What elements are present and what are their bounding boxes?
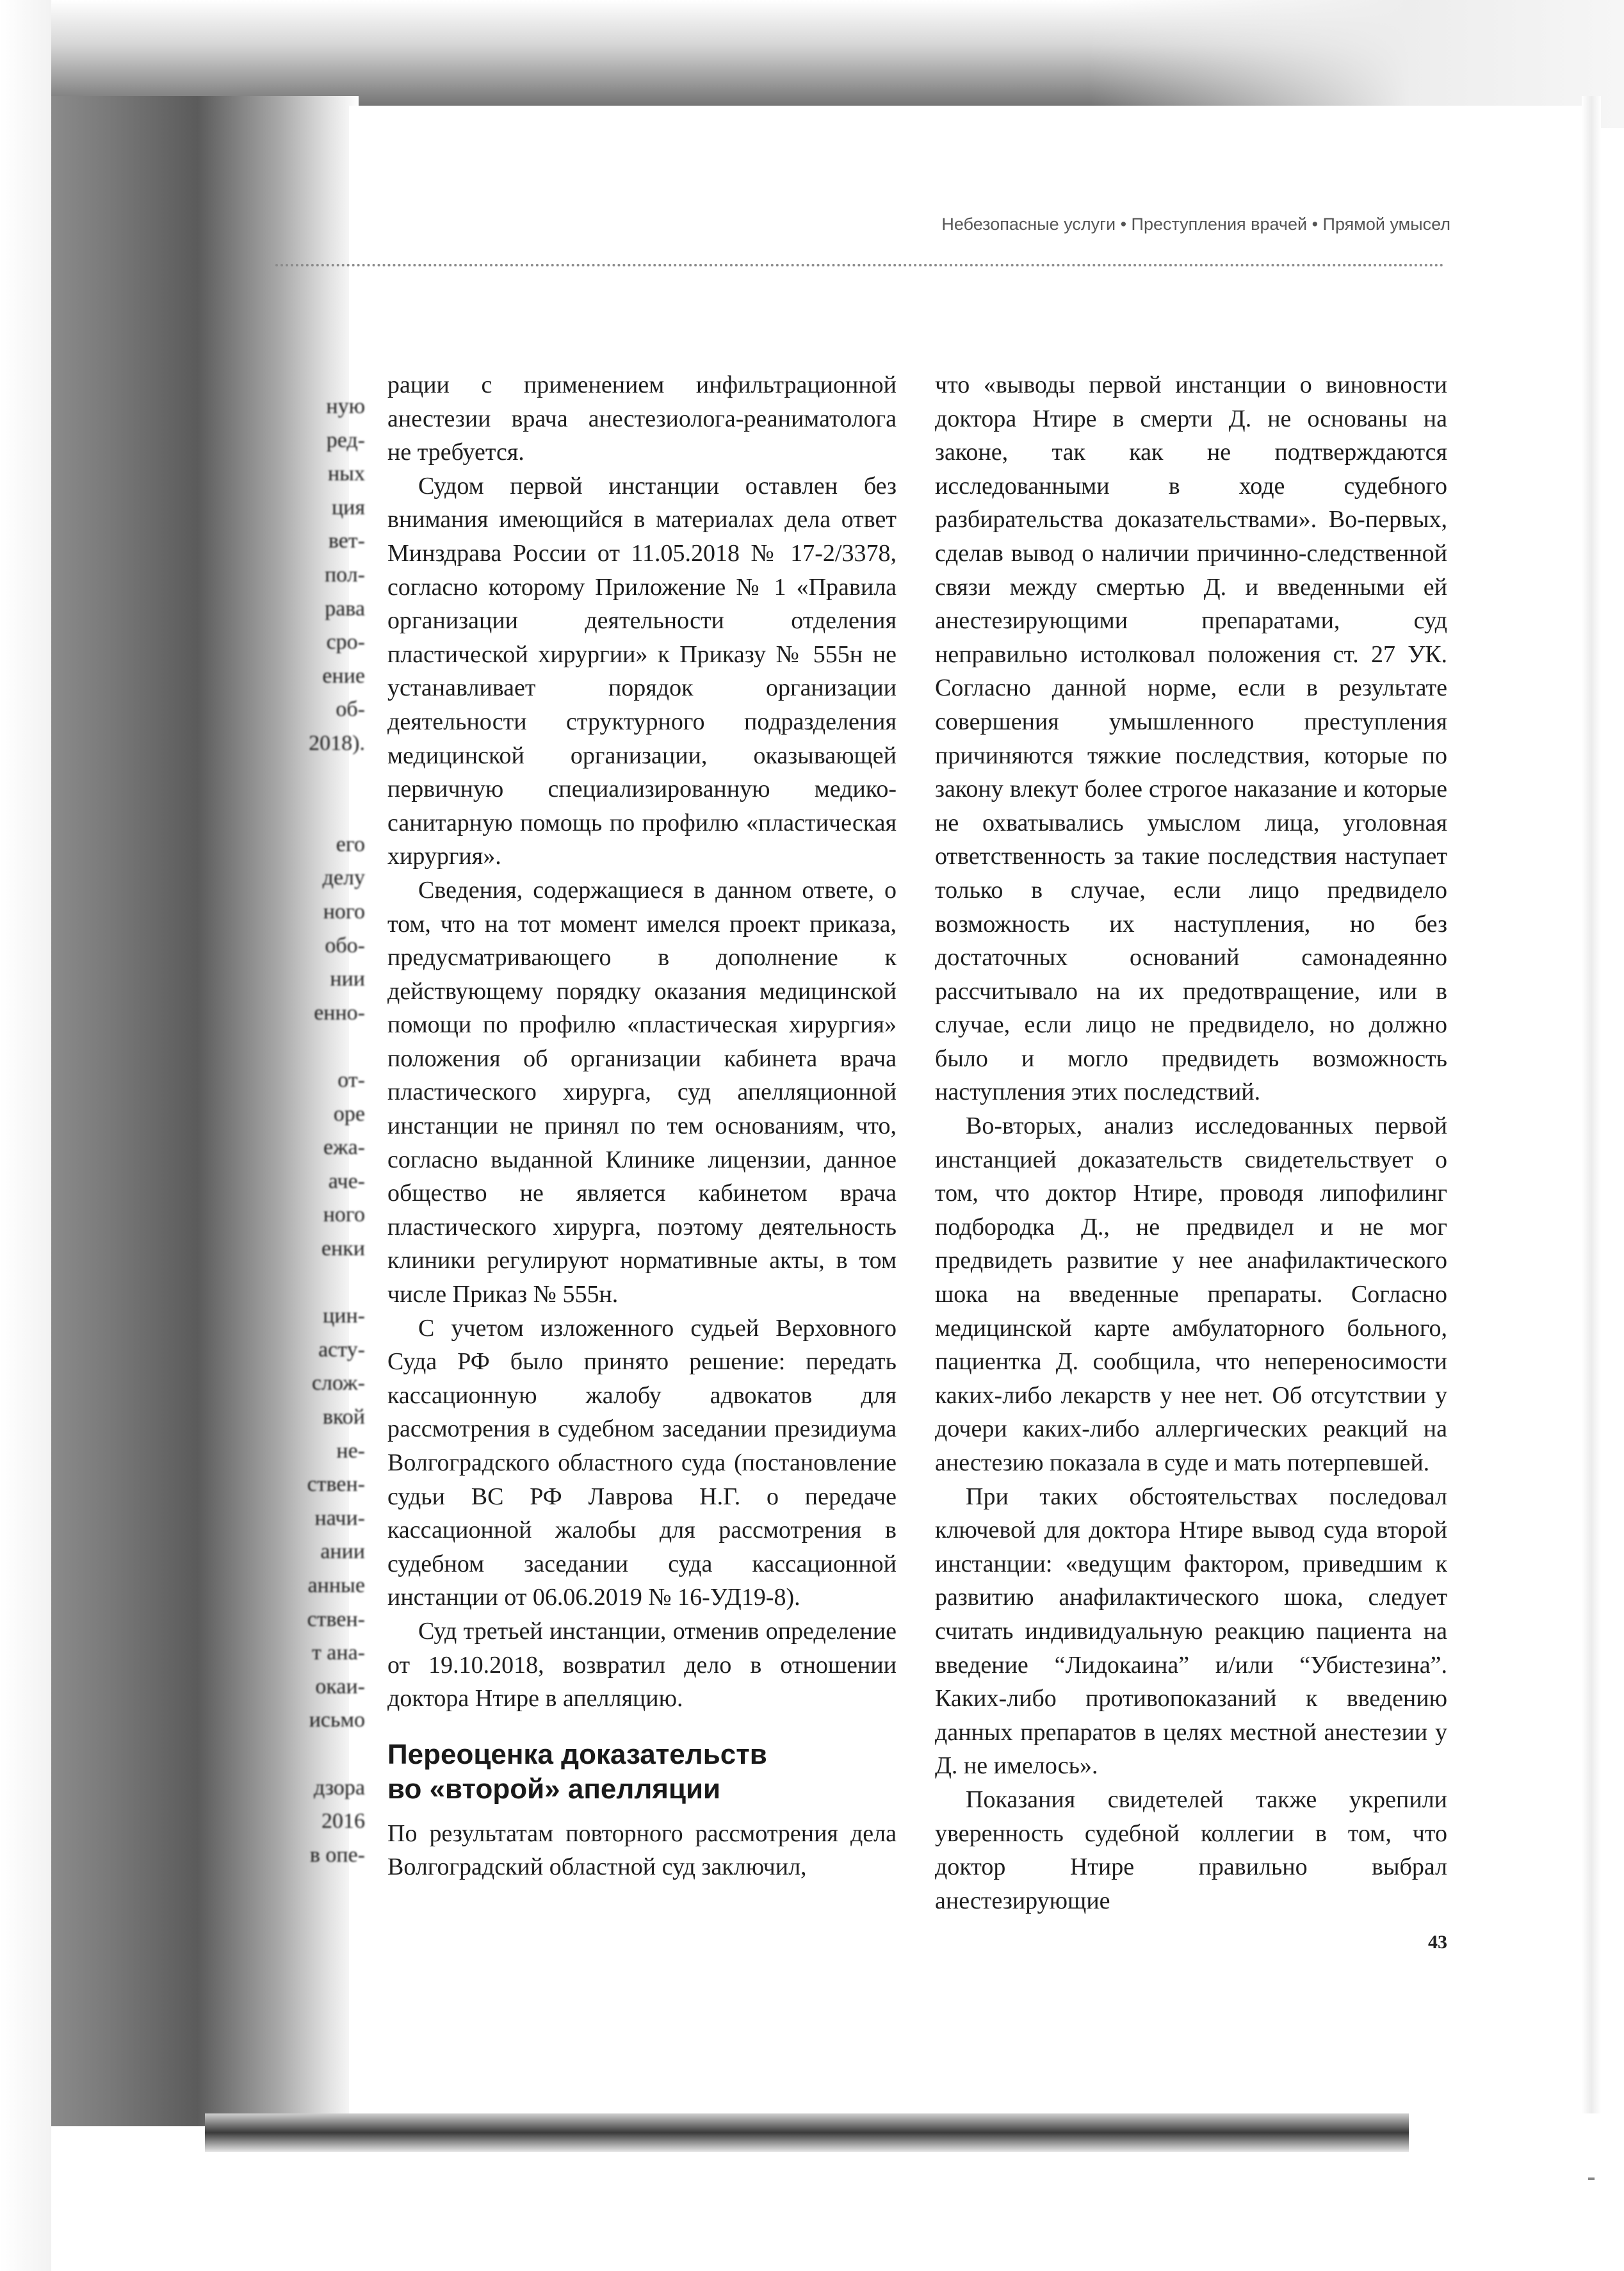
left-page-fragment: ред- (326, 428, 365, 452)
left-page-fragment: ных (327, 462, 365, 486)
left-page-fragment: аче- (328, 1169, 365, 1193)
left-page-fragment: исьмо (309, 1708, 365, 1732)
left-page-fragment: ение (322, 663, 365, 688)
left-page-fragment: пол- (324, 563, 365, 587)
left-page-fragment: асту- (318, 1337, 365, 1362)
left-page-fragment: анные (307, 1574, 365, 1597)
left-page-fragment: цин- (323, 1304, 365, 1328)
scan-shadow-right (1582, 96, 1601, 2113)
left-page-fragment: обо- (325, 933, 365, 957)
paragraph: С учетом изложенного судьей Верховного Суда РФ было принято решение: передать кассационную жалобу адвокатов для рассмотрения в судебном заседании президиума Волгоградского областного суда (постановление судьи ВС РФ Лаврова Н.Г. о передаче кассационной жалобы для рассмотрения в судебном заседании суда кассационной инстанции от 06.06.2019 № 16-УД19-8). (387, 1314, 897, 1611)
left-page-fragment: ного (323, 1203, 365, 1227)
left-page-fragment: дзора (313, 1775, 365, 1800)
right-column (935, 368, 1447, 1917)
left-page-fragment: ствен- (307, 1472, 365, 1497)
left-page-fragment: ного (323, 900, 365, 924)
header-dotted-rule (275, 264, 1444, 266)
scan-shadow-bottom (205, 2113, 1409, 2152)
paragraph: Во-вторых, анализ исследованных первой инстанцией доказательств свидетельствует о том, что доктор Нтире, проводя липофилинг подбородка Д., не предвидел и не мог предвидеть развитие у нее анафилактического шока на введенные препараты. Согласно медицинской карте амбулаторного больного, пациентка Д. сообщила, что непереносимости каких-либо лекарств у нее нет. Об отсутствии у дочери каких-либо аллергических реакций на анестезию показала в суде и мать потерпевшей. (935, 1112, 1447, 1476)
left-page-fragment: енки (321, 1237, 365, 1260)
left-page-fragment: ция (331, 495, 365, 519)
left-page-fragment: енно- (314, 1000, 365, 1025)
left-page-fragment: рава (325, 596, 365, 621)
paragraph: Показания свидетелей также укрепили уверенность судебной коллегии в том, что доктор Нтире правильно выбрал анестезирующие (935, 1786, 1447, 1914)
left-page-fragment: вкой (322, 1405, 365, 1429)
left-page-fragment: 2016 (321, 1809, 365, 1834)
page-number: 43 (1428, 1932, 1447, 1953)
left-page-fragment: нии (330, 967, 365, 991)
left-page-fragment: вет- (328, 529, 365, 553)
left-page-fragment: ствен- (307, 1607, 365, 1631)
left-page-fragment: слож- (311, 1371, 365, 1396)
left-page-fragment: ную (326, 395, 365, 418)
left-page-fragment: в опе- (309, 1843, 365, 1867)
left-page-fragment: ежа- (323, 1136, 365, 1160)
section-heading (387, 1729, 897, 1807)
left-page-fragment: окаи- (315, 1674, 365, 1698)
section-heading-line-2: во «второй» апелляции (387, 1773, 721, 1805)
left-column (387, 368, 897, 1884)
left-page-fragment: не- (336, 1438, 365, 1463)
left-page-fragment: делу (322, 866, 365, 890)
left-page-fragment: об- (336, 697, 365, 722)
paragraph: Суд третьей инстанции, отменив определение от 19.10.2018, возвратил дело в отношении доктора Нтире в апелляцию. (387, 1617, 897, 1713)
left-page-fragment: ании (320, 1540, 365, 1564)
left-page-fragment: его (336, 832, 365, 856)
section-heading-line-1: Переоценка доказательств (387, 1738, 767, 1770)
running-head: Небезопасные услуги • Преступления врачей • Прямой умысел (941, 215, 1450, 234)
paragraph: Сведения, содержащиеся в данном ответе, о том, что на тот момент имелся проект приказа, предусматривающего в дополнение к действующему порядку оказания медицинской помощи по профилю «пластическая хирургия» положения об организации кабинета врача пластического хирурга, суд апелляционной инстанции не принял по тем основаниям, что, согласно выданной Клинике лицензии, данное общество не является кабинетом врача пластического хирурга, поэтому деятельность клиники регулируют нормативные акты, в том числе Приказ № 555н. (387, 876, 897, 1308)
paragraph: При таких обстоятельствах последовал ключевой для доктора Нтире вывод суда второй инстанции: «ведущим фактором, приведшим к развитию анафилактического шока, следует считать индивидуальную реакцию пациента на введение “Лидокаина” и/или “Убистезина”. Каких-либо противопоказаний к введению данных препаратов в целях местной анестезии у Д. не имелось». (935, 1483, 1447, 1780)
left-page-fragment: сро- (326, 630, 365, 655)
left-page-fragment: начи- (314, 1506, 365, 1530)
left-page-fragment: оре (333, 1102, 365, 1126)
paragraph: По результатам повторного рассмотрения дела Волгоградский областной суд заключил, (387, 1819, 897, 1881)
left-page-fragment: от- (337, 1068, 365, 1092)
scan-speck (1588, 2177, 1595, 2180)
left-page-fragment: т ана- (311, 1641, 365, 1665)
paragraph: что «выводы первой инстанции о виновности доктора Нтире в смерти Д. не основаны на законе, так как не подтверждаются исследованными в ходе судебного разбирательства доказательствами». Во-первых, сделав вывод о наличии причинно-следственной связи между смертью Д. и введенными ей анестезирующими препаратами, суд неправильно истолковал положения ст. 27 УК. Согласно данной норме, если в результате совершения умышленного преступления причиняются тяжкие последствия, которые по закону влекут более строгое наказание и которые не охватывались умыслом лица, уголовная ответственность за такие последствия наступает только в случае, если лицо предвидело возможность их наступления, но без достаточных оснований самонадеянно рассчитывало на их предотвращение, или в случае, если лицо не предвидело, но должно было и могло предвидеть возможность наступления этих последствий. (935, 371, 1447, 1106)
scan-margin-left (0, 0, 51, 2271)
paragraph: Судом первой инстанции оставлен без внимания имеющийся в материалах дела ответ Минздрава России от 11.05.2018 № 17-2/3378, согласно которому Приложение № 1 «Правила организации деятельности отделения пластической хирургии» к Приказу № 555н не устанавливает порядок организации деятельности структурного подразделения медицинской организации, оказывающей первичную специализированную медико-санитарную помощь по профилю «пластическая хирургия». (387, 472, 897, 870)
paragraph: рации с применением инфильтрационной анестезии врача анестезиолога-реаниматолога не требуется. (387, 371, 897, 466)
left-page-fragment: 2018). (309, 731, 365, 755)
